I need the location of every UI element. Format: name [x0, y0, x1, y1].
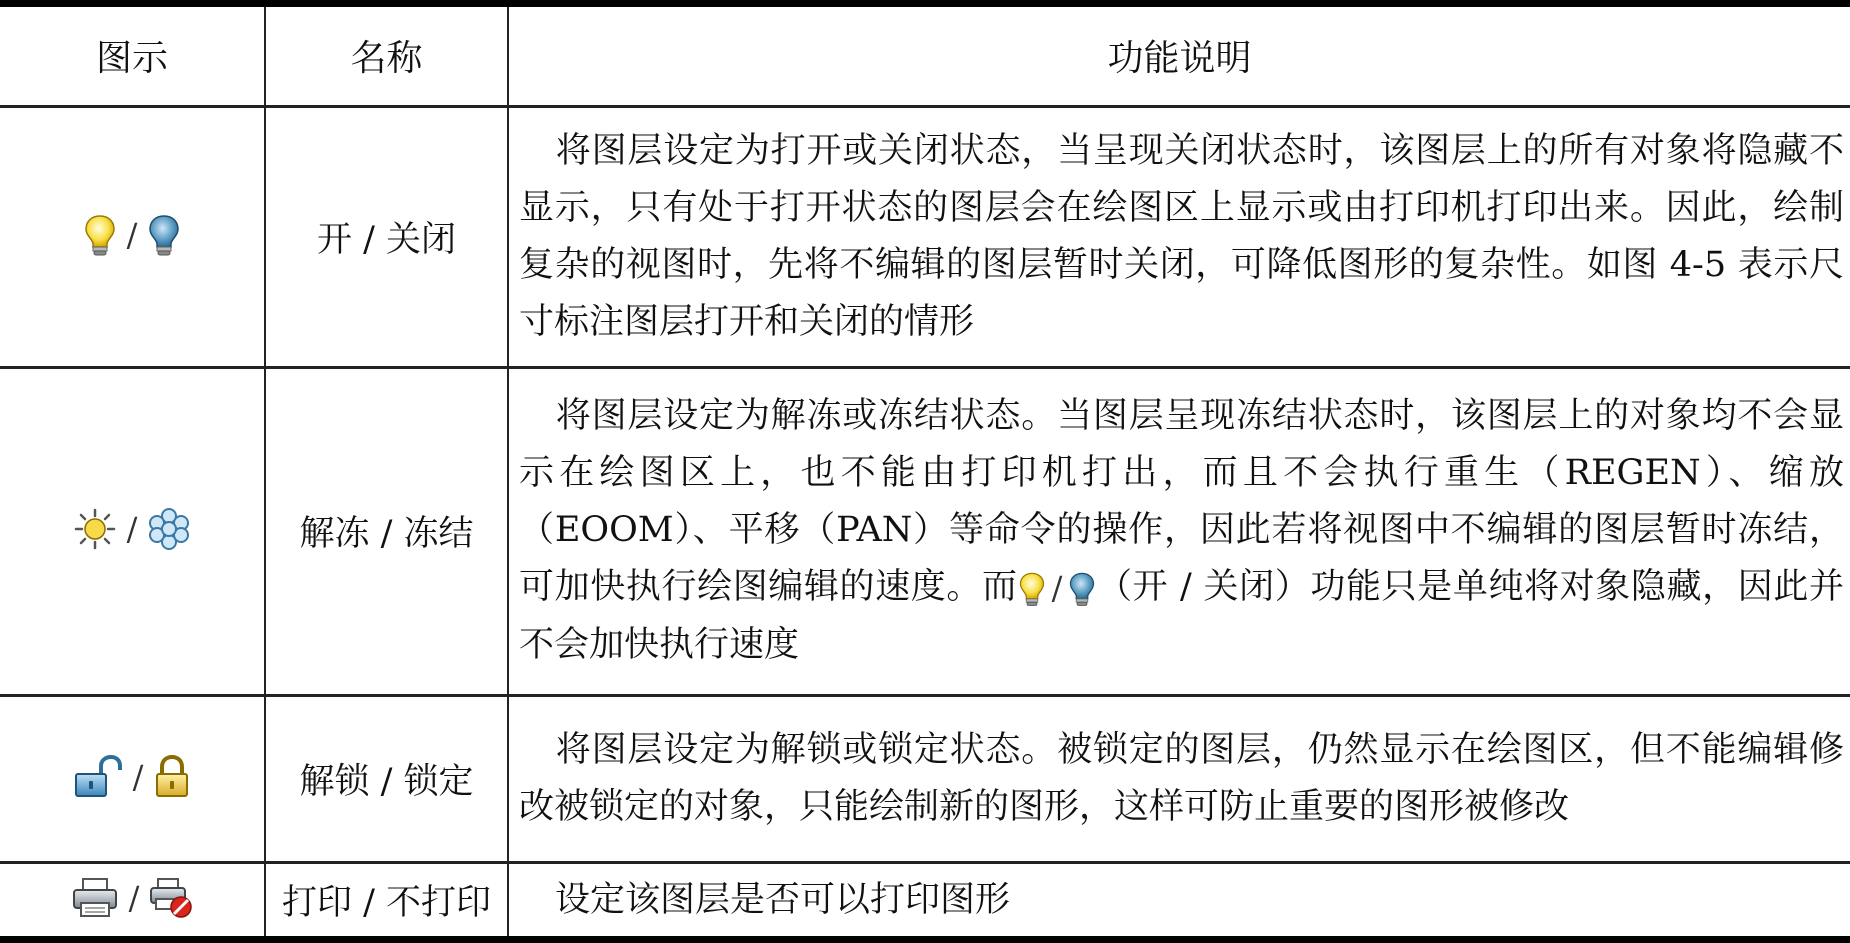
icon-cell — [0, 106, 265, 367]
separator: / — [132, 757, 144, 796]
no-print-icon — [149, 877, 193, 919]
bulb-off-icon — [1068, 570, 1096, 608]
name-cell: 解冻 / 冻结 — [265, 368, 508, 695]
icon-cell — [0, 863, 265, 940]
description-text: 将图层设定为解锁或锁定状态。被锁定的图层，仍然显示在绘图区，但不能编辑修改被锁定的对象，只能绘制新的图形，这样可防止重要的图形被修改 — [519, 729, 1844, 827]
header-name: 名称 — [265, 4, 508, 107]
unlock-icon — [73, 755, 123, 799]
description-cell — [508, 863, 1850, 940]
description-cell — [508, 368, 1850, 695]
table-row — [0, 106, 1850, 367]
header-description: 功能说明 — [508, 4, 1850, 107]
snowflake-icon — [147, 507, 191, 551]
name-cell: 打印 / 不打印 — [265, 863, 508, 940]
separator: / — [126, 216, 138, 255]
separator: / — [128, 879, 140, 917]
description-text: 设定该图层是否可以打印图形 — [555, 879, 1011, 920]
table-row — [0, 695, 1850, 863]
description-text: （开 / 关闭）功能只是单纯将对象隐藏，因此并不会加快执行速度 — [519, 567, 1844, 666]
header-icon: 图示 — [0, 4, 265, 107]
bulb-on-icon — [83, 213, 117, 257]
description-text: 将图层设定为打开或关闭状态，当呈现关闭状态时，该图层上的所有对象将隐藏不显示，只有处于打开状态的图层会在绘图区上显示或由打印机打印出来。因此，绘制复杂的视图时，先将不编辑的图层暂时关闭，可降低图形的复杂性。如图 4-5 表示尺寸标注图层打开和关闭的情形 — [519, 131, 1844, 343]
name-cell: 解锁 / 锁定 — [265, 695, 508, 863]
bulb-on-icon — [1018, 570, 1046, 608]
description-cell — [508, 106, 1850, 367]
description-text: 将图层设定为解冻或冻结状态。当图层呈现冻结状态时，该图层上的对象均不会显示在绘图区上，也不能由打印机打出，而且不会执行重生（REGEN）、缩放（EOOM）、平移（PAN）等命令的操作，因此若将视图中不编辑的图层暂时冻结，可加快执行绘图编辑的速度。而 — [519, 396, 1844, 608]
separator: / — [126, 510, 138, 549]
printer-icon — [71, 877, 119, 919]
table-row — [0, 368, 1850, 695]
sun-icon — [73, 507, 117, 551]
name-cell: 开 / 关闭 — [265, 106, 508, 367]
icon-cell — [0, 368, 265, 695]
separator: / — [1051, 569, 1063, 608]
table-header-row — [0, 4, 1850, 107]
lock-icon — [153, 755, 191, 799]
bulb-off-icon — [147, 213, 181, 257]
table-row — [0, 863, 1850, 940]
icon-cell — [0, 695, 265, 863]
description-cell — [508, 695, 1850, 863]
